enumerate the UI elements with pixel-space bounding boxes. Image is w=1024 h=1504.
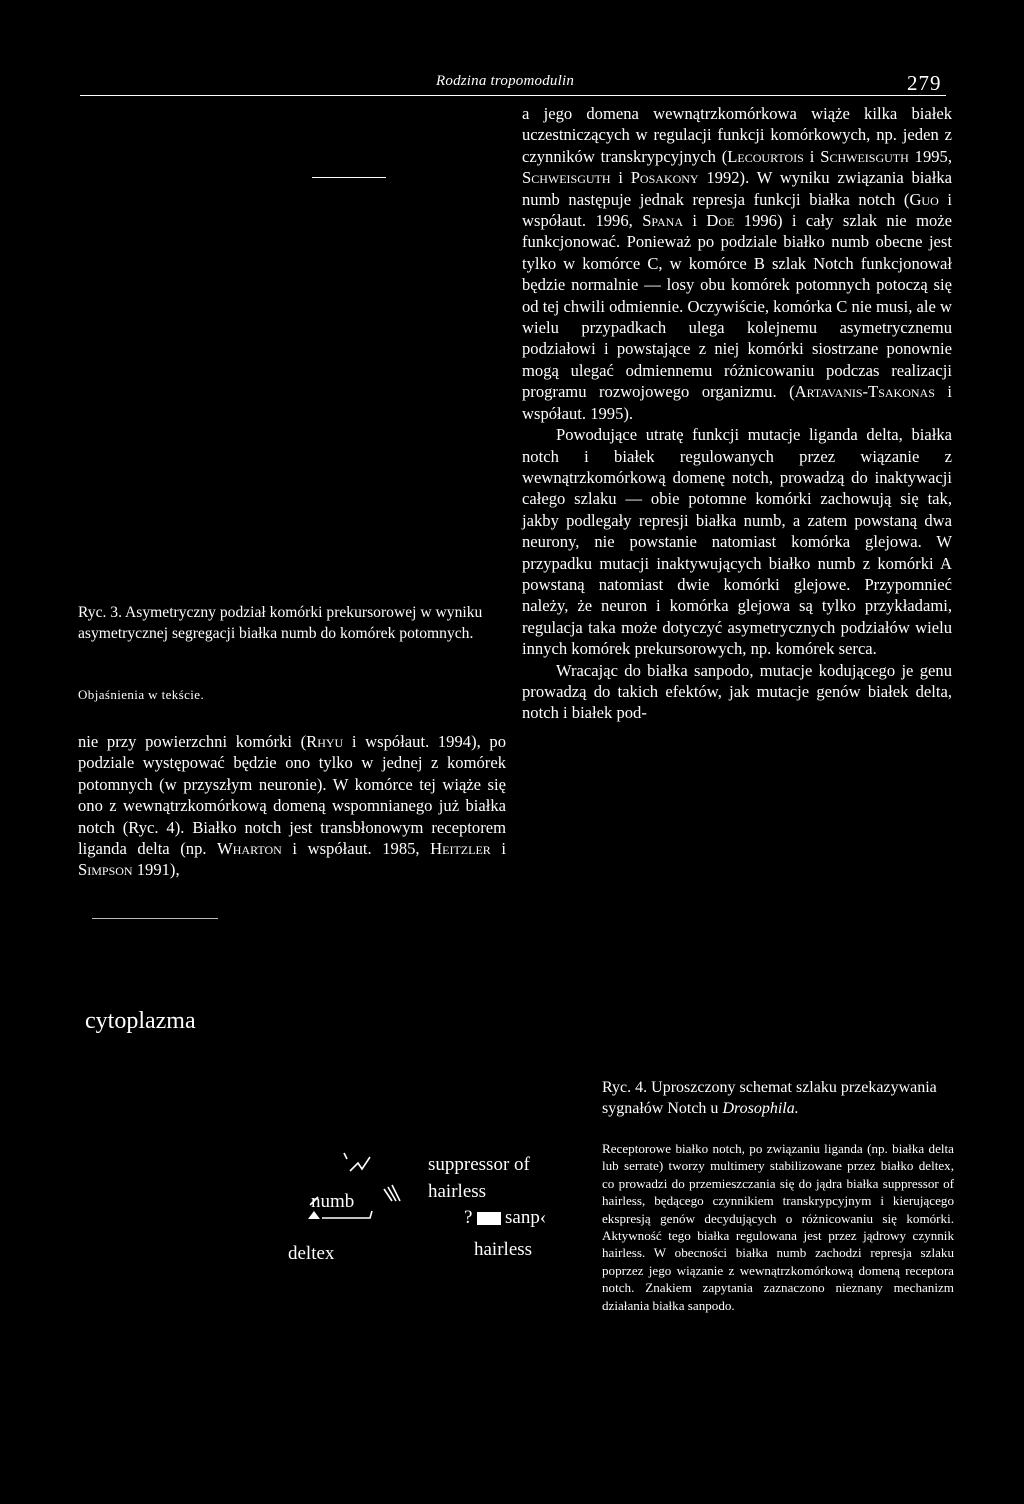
author-name: Artavanis-Tsakonas: [794, 382, 935, 402]
text-run: i: [683, 211, 707, 231]
text-run: i: [610, 168, 631, 188]
sanpodo-marker-bar: [477, 1212, 501, 1225]
text-run: i: [490, 839, 506, 859]
numb-label: numb: [311, 1191, 355, 1212]
author-name: Doe: [706, 211, 735, 231]
question-mark-label: ?: [464, 1207, 473, 1228]
sanpodo-label: sanp‹: [505, 1207, 547, 1228]
figure3-top-rule: [312, 177, 386, 178]
stroke-mark-1: [344, 1153, 347, 1159]
deltex-label: deltex: [288, 1243, 335, 1264]
hatched-lines: [384, 1185, 400, 1201]
figure4-description: Receptorowe białko notch, po związaniu liganda (np. białka delta lub serrate) tworzy multimery stabilizowane przez białko deltex, co prowadzi do przemieszczania się do jądra białka suppressor of hairless, będącego czynnikiem transkrypcyjnym i kierującego ekspresją genów decydujących o różnicowaniu się komórki. Aktywność tego białka regulowana jest przez jądrowy czynnik hairless. W obecności białka numb zachodzi represja szlaku poprzez jego wiązanie z wewnątrzkomórkową domeną receptora notch. Znakiem zapytania zaznaczono nieznany mechanizm działania białka sanpodo.: [602, 1141, 954, 1313]
author-name: Guo: [909, 189, 939, 209]
cytoplazma-label: cytoplazma: [85, 1008, 196, 1034]
text-run: 1995,: [908, 146, 952, 166]
right-paragraph: [522, 660, 952, 724]
figure4-caption: [602, 1077, 962, 1119]
author-name: Lecourtois: [727, 146, 804, 166]
right-paragraph: [522, 424, 952, 659]
left-column-text: [78, 731, 506, 881]
text-run: 1992). W wyniku związania białka numb następuje jednak represja funkcji białka notch (: [522, 168, 952, 209]
figure3-caption: Ryc. 3. Asymetryczny podział komórki prekursorowej w wyniku asymetrycznej segregacji białka numb do komórek potomnych.: [78, 604, 483, 642]
hairless-label-lower: hairless: [474, 1239, 533, 1260]
header-rule: [80, 95, 946, 96]
left-column-bottom-rule: [92, 918, 218, 919]
page-number: 279: [907, 71, 942, 95]
left-paragraph: [78, 731, 506, 881]
text-run: 1991),: [132, 860, 180, 880]
hairless-label-upper: hairless: [428, 1181, 487, 1202]
author-name: Wharton: [217, 839, 282, 859]
author-name: Spana: [642, 211, 683, 231]
author-name: Heitzler: [430, 839, 491, 859]
right-paragraph: [522, 103, 952, 424]
small-triangle-shape: [308, 1211, 320, 1219]
text-run: i współaut. 1985,: [281, 839, 431, 859]
author-name: Rhyu: [306, 732, 344, 751]
right-column-text: [522, 103, 952, 724]
text-run: Wracając do białka sanpodo, mutacje kodującego je genu prowadzą do takich efektów, jak mutacje genów białek delta, notch i białek pod-: [522, 660, 952, 723]
text-run: 1996) i cały szlak nie może funkcjonować. Ponieważ po podziale białko numb obecne jest tylko w komórce C, w komórce B szlak Notch funkcjonował będzie normalnie — losy obu komórek potomnych potoczą się od tej chwili odmiennie. Oczywiście, komórka C nie musi, ale w wielu przypadkach ulega kolejnemu asymetrycznemu podziałowi i powstające z niej komórki siostrzane ponownie mogą ulegać odmiennemu różnicowaniu podczas realizacji programu rozwojowego organizmu. (: [522, 211, 952, 402]
text-run: a jego domena wewnątrzkomórkowa wiąże kilka białek uczestniczących w regulacji funkcji komórkowych, np. jeden z czynników transkrypcyjnych (: [522, 104, 952, 166]
zigzag-line: [350, 1157, 370, 1171]
figure3-note: Objaśnienia w tekście.: [78, 687, 205, 702]
author-name: Schweisguth: [820, 146, 909, 166]
text-run: i współaut. 1996,: [522, 189, 952, 231]
author-name: Schweisguth: [522, 168, 611, 188]
author-name: Simpson: [78, 860, 133, 880]
suppressor-of-label: suppressor of: [428, 1154, 530, 1175]
text-run: Powodujące utratę funkcji mutacje liganda delta, białka notch i białek regulowanych przez wiązanie z wewnątrzkomórkową domenę notch, prowadzą do inaktywacji całego szlaku — obie potomne komórki zachowują się tak, jakby podlegały represji białka numb, a zatem powstaną dwa neurony, nie powstanie natomiast komórka glejowa. W przypadku mutacji inaktywujących białko numb z komórki A powstaną natomiast dwie komórki glejowe. Przypomnieć należy, że neuron i komórka glejowa są tylko przykładami, regulacja taka może dotyczyć asymetrycznych podziałów wielu innych komórek prekursorowych, np. komórek serca.: [522, 425, 952, 659]
connector-line: [322, 1211, 372, 1218]
text-run: i: [803, 146, 821, 166]
figure4-caption-species: Drosophila.: [722, 1100, 799, 1117]
figure4-caption-text: Ryc. 4. Uproszczony schemat szlaku przekazywania sygnałów Notch u: [602, 1079, 937, 1117]
text-run: i współaut. 1995).: [522, 382, 952, 423]
running-title: Rodzina tropomodulin: [436, 73, 575, 89]
author-name: Posakony: [630, 168, 699, 188]
text-run: i współaut. 1994), po podziale występować będzie ono tylko w jednej z komórek potomnych (w przyszłym neuronie). W komórce tej wiąże się ono z wewnątrzkomórkową domeną wspomnianego już białka notch (Ryc. 4). Białko notch jest transbłonowym receptorem liganda delta (np.: [78, 732, 506, 859]
text-run: nie przy powierzchni komórki (: [78, 732, 307, 751]
